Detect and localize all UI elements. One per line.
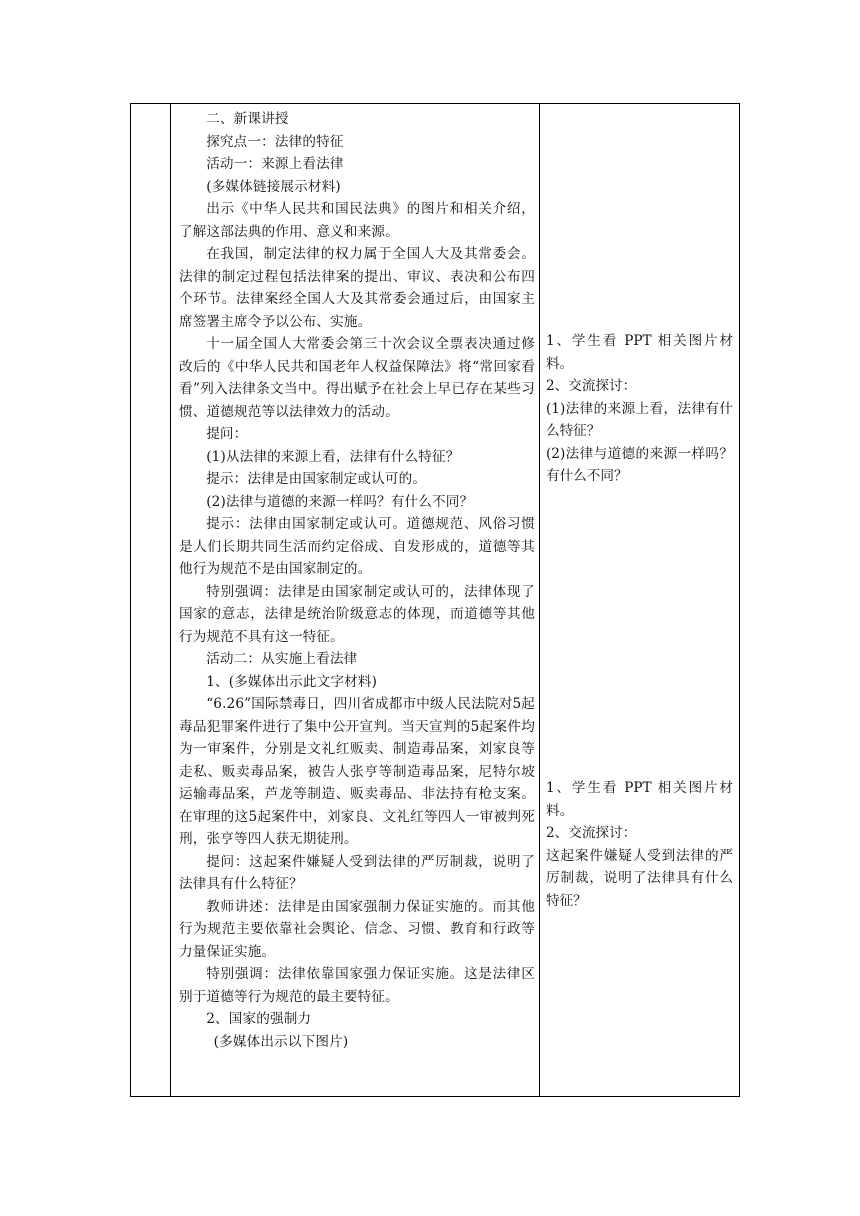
question-label: 提问： xyxy=(206,426,248,442)
teacher-activity-text xyxy=(171,104,539,1053)
student-step: 2、交流探讨： xyxy=(546,378,637,394)
paragraph: 在我国，制定法律的权力属于全国人大及其常委会。法律的制定过程包括法律案的提出、审议、表决和公布四个环节。法律案经全国人大及其常委会通过后，由国家主席签署主席令予以公布、实施。 xyxy=(179,246,535,330)
question: (1)从法律的来源上看，法律有什么特征？ xyxy=(206,448,460,465)
media-note: (多媒体链接展示材料) xyxy=(206,178,341,195)
section-heading: 二、新课讲授 xyxy=(206,111,289,127)
emphasis: 特别强调：法律依靠国家强力保证实施。这是法律区别于道德等行为规范的最主要特征。 xyxy=(179,966,535,1005)
student-activity-block-1 xyxy=(546,330,733,488)
inquiry-heading: 探究点一：法律的特征 xyxy=(206,133,344,150)
activity-one-heading: 活动一：来源上看法律 xyxy=(206,156,344,172)
student-step: 1、学生看 PPT 相关图片材料。 xyxy=(546,780,733,819)
question: (2)法律与道德的来源一样吗？有什么不同？ xyxy=(206,493,474,510)
media-note: 1、(多媒体出示此文字材料) xyxy=(206,673,378,690)
student-step: 1、学生看 PPT 相关图片材料。 xyxy=(546,333,733,372)
lesson-table xyxy=(130,103,740,1097)
left-empty-cell xyxy=(131,104,171,1097)
paragraph: 十一届全国人大常委会第三十次会议全票表决通过修改后的《中华人民共和国老年人权益保障法》将“常回家看看”列入法律条文当中。得出赋予在社会上早已存在某些习惯、道德规范等以法律效力的活动。 xyxy=(179,336,535,420)
student-question: (2)法律与道德的来源一样吗？有什么不同？ xyxy=(546,445,733,484)
question: 提问：这起案件嫌疑人受到法律的严厉制裁，说明了法律具有什么特征？ xyxy=(179,853,535,892)
teacher-activity-cell xyxy=(171,104,540,1097)
table-row xyxy=(131,104,740,1097)
case-paragraph: “6.26”国际禁毒日，四川省成都市中级人民法院对5起毒品犯罪案件进行了集中公开宣判。当天宣判的5起案件均为一审案件，分别是文礼红贩卖、制造毒品案，刘家良等走私、贩卖毒品案，被告人张亨等制造毒品案，尼特尔坡运输毒品案，芦龙等制造、贩卖毒品、非法持有枪支案。在审理的这5起案件中，刘家良、文礼红等四人一审被判死刑，张亨等四人获无期徒刑。 xyxy=(179,696,535,847)
student-question: 这起案件嫌疑人受到法律的严厉制裁，说明了法律具有什么特征？ xyxy=(546,847,733,909)
subheading: 2、国家的强制力 xyxy=(206,1011,312,1027)
student-activity-cell xyxy=(540,104,740,1097)
hint: 提示：法律是由国家制定或认可的。 xyxy=(206,471,427,487)
media-note: (多媒体出示以下图片) xyxy=(213,1033,349,1050)
student-question: (1)法律的来源上看，法律有什么特征？ xyxy=(546,400,733,439)
emphasis: 特别强调：法律是由国家制定或认可的，法律体现了国家的意志，法律是统治阶级意志的体现，而道德等其他行为规范不具有这一特征。 xyxy=(179,583,535,645)
student-step: 2、交流探讨： xyxy=(546,825,637,841)
paragraph: 出示《中华人民共和国民法典》的图片和相关介绍，了解这部法典的作用、意义和来源。 xyxy=(179,201,535,240)
activity-two-heading: 活动二：从实施上看法律 xyxy=(206,651,358,667)
teacher-explanation: 教师讲述：法律是由国家强制力保证实施的。而其他行为规范主要依靠社会舆论、信念、习惯、教育和行政等力量保证实施。 xyxy=(179,898,535,960)
hint: 提示：法律由国家制定或认可。道德规范、风俗习惯是人们长期共同生活而约定俗成、自发形成的，道德等其他行为规范不是由国家制定的。 xyxy=(179,516,535,577)
student-activity-block-2 xyxy=(546,777,733,912)
